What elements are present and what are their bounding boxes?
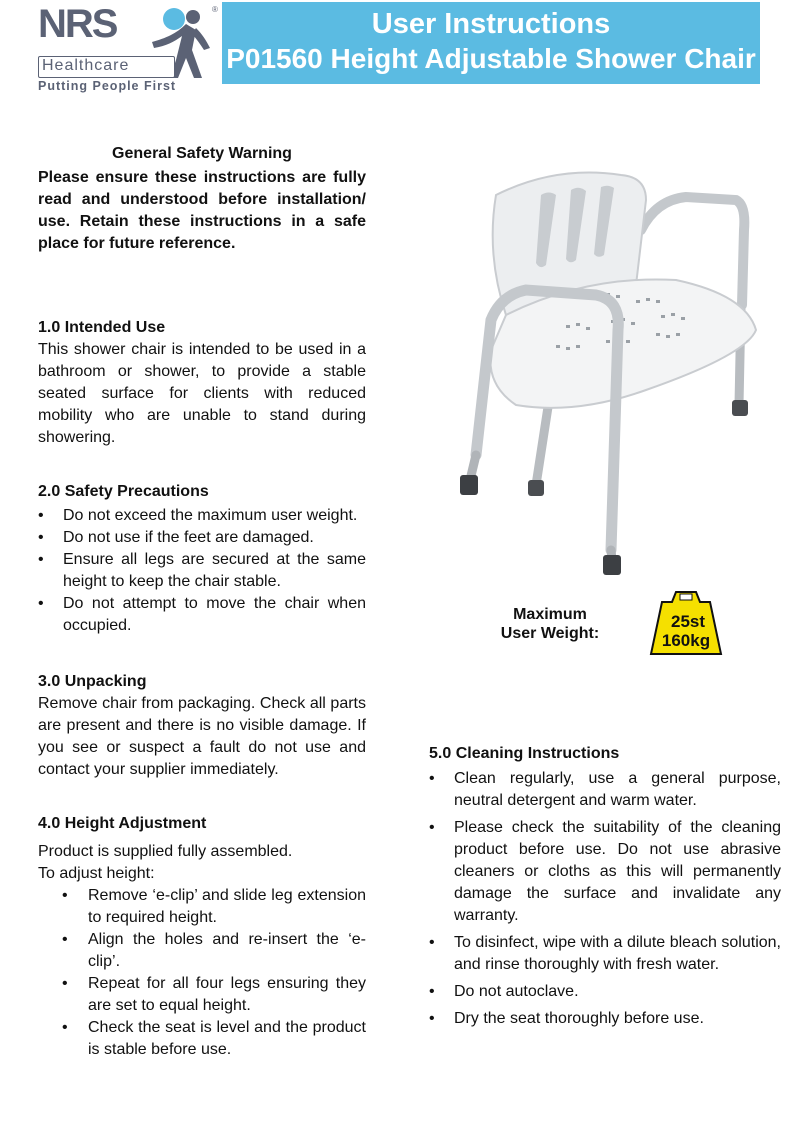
weight-badge-icon <box>650 590 722 656</box>
safety-heading: General Safety Warning <box>112 145 292 162</box>
cleaning-item: • Clean regularly, use a general purpose, neutral detergent and warm water. <box>429 768 781 812</box>
nrs-healthcare-logo <box>36 4 226 94</box>
height-line2: To adjust height: <box>38 865 155 882</box>
max-weight-line2: User Weight: <box>500 625 600 642</box>
logo-tagline: Putting People First <box>38 79 177 93</box>
height-heading: 4.0 Height Adjustment <box>38 815 207 832</box>
cleaning-item: • Dry the seat thoroughly before use. <box>429 1008 781 1030</box>
precautions-heading: 2.0 Safety Precautions <box>38 483 209 500</box>
cleaning-heading: 5.0 Cleaning Instructions <box>429 745 620 762</box>
cleaning-list <box>429 768 781 1030</box>
document-title: User Instructions <box>371 8 611 40</box>
cleaning-item: • Please check the suitability of the cleaning product before use. Do not use abrasive cleaners or cloths as this will permanently damage the surface and invalidate any warranty. <box>429 817 781 927</box>
header-banner <box>222 2 760 84</box>
weight-stone: 25st <box>670 612 706 631</box>
precaution-item: • Do not attempt to move the chair when occupied. <box>38 593 366 637</box>
precaution-item: • Ensure all legs are secured at the same height to keep the chair stable. <box>38 549 366 593</box>
precaution-item: • Do not use if the feet are damaged. <box>38 527 366 549</box>
intended-use-heading: 1.0 Intended Use <box>38 319 166 336</box>
height-line1: Product is supplied fully assembled. <box>38 843 293 860</box>
svg-text:®: ® <box>212 5 218 14</box>
precaution-item: • Do not exceed the maximum user weight. <box>38 505 366 527</box>
logo-brand: NRS <box>38 2 117 46</box>
height-step-item: • Remove ‘e-clip’ and slide leg extension to required height. <box>38 885 366 929</box>
precautions-list <box>38 505 366 637</box>
shower-chair-image <box>446 155 766 575</box>
cleaning-item: • To disinfect, wipe with a dilute bleach solution, and rinse thoroughly with fresh water. <box>429 932 781 976</box>
height-step-item: • Repeat for all four legs ensuring they are set to equal height. <box>38 973 366 1017</box>
safety-text: Please ensure these instructions are fully read and understood before installation/ use. Retain these instructions in a safe place for future reference. <box>38 169 366 252</box>
weight-kg: 160kg <box>661 631 711 650</box>
max-weight-line1: Maximum <box>513 606 587 623</box>
intended-use-text: This shower chair is intended to be used in a bathroom or shower, to provide a stable seated surface for clients with reduced mobility who are unable to stand during showering. <box>38 341 366 446</box>
unpacking-heading: 3.0 Unpacking <box>38 673 147 690</box>
height-step-item: • Align the holes and re-insert the ‘e-clip’. <box>38 929 366 973</box>
document-subtitle: P01560 Height Adjustable Shower Chair <box>226 43 756 74</box>
cleaning-item: • Do not autoclave. <box>429 981 781 1003</box>
max-weight-label <box>470 605 630 643</box>
unpacking-text: Remove chair from packaging. Check all parts are present and there is no visible damage. If you see or suspect a fault do not use and contact your supplier immediately. <box>38 695 366 778</box>
height-steps-list <box>38 885 366 1061</box>
logo-sub: Healthcare <box>42 57 130 74</box>
height-step-item: • Check the seat is level and the product is stable before use. <box>38 1017 366 1061</box>
